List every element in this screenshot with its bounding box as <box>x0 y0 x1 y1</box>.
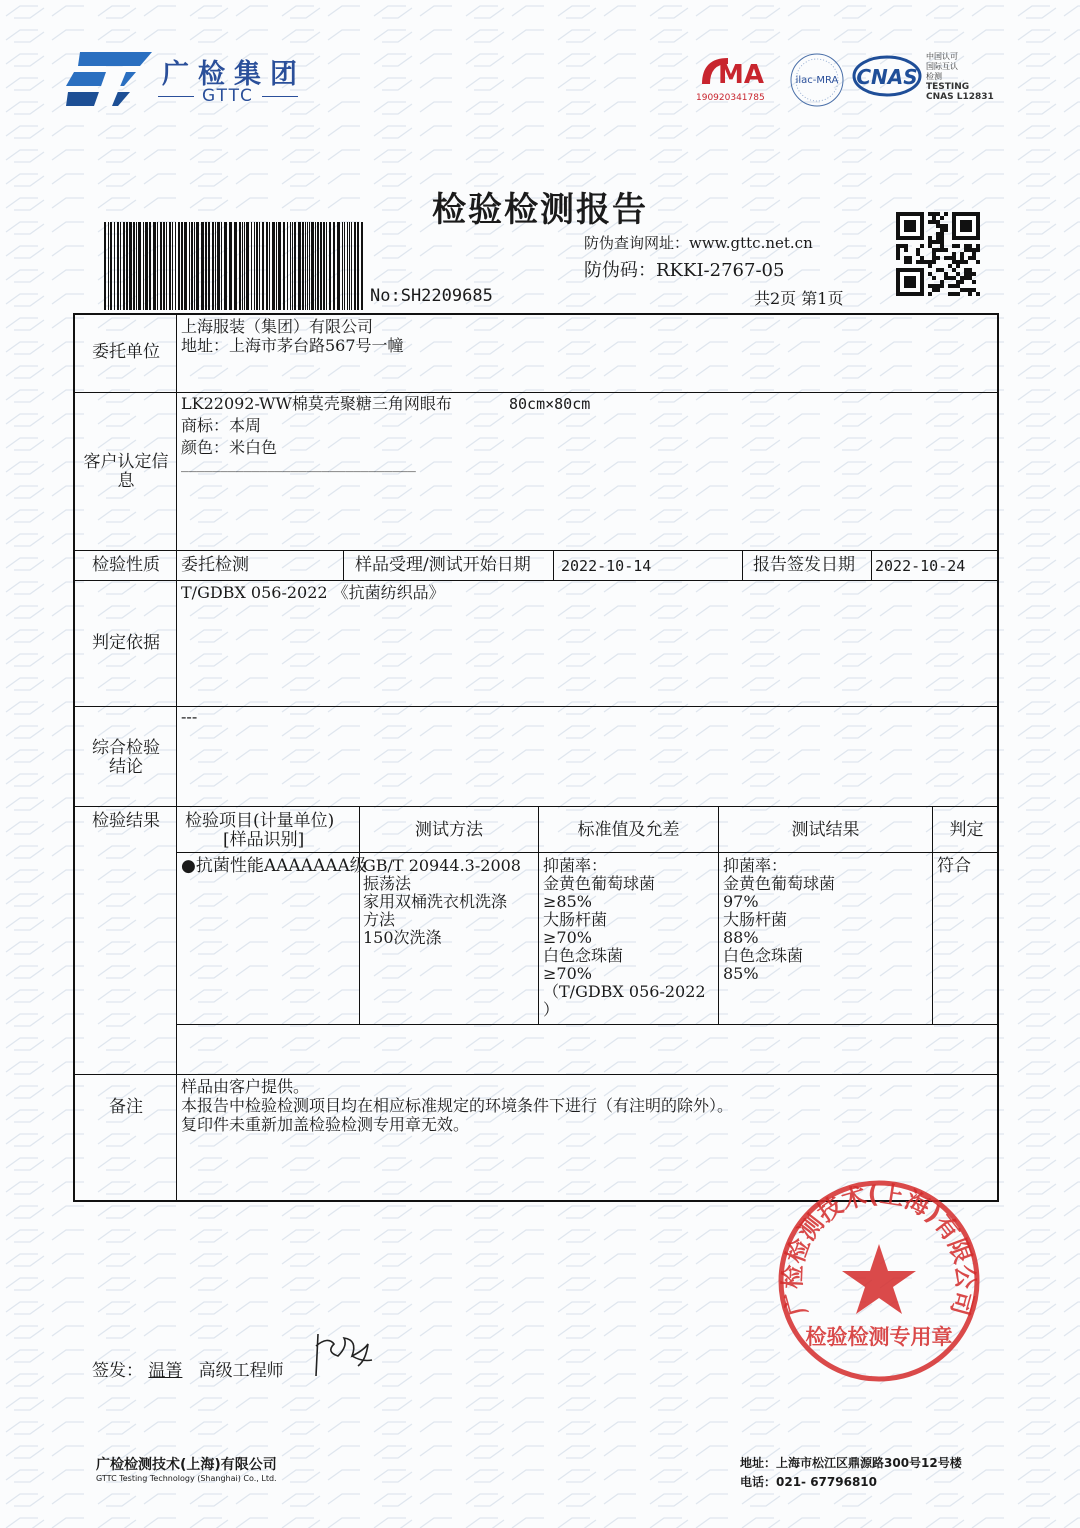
report-number: No:SH2209685 <box>370 286 493 306</box>
remarks-label: 备注 <box>109 1097 143 1117</box>
stamp-bottom-text: 检验检测专用章 <box>805 1325 953 1349</box>
result-judge: 符合 <box>937 856 971 876</box>
signoff-prefix: 签发： <box>92 1361 143 1381</box>
header-result: 测试结果 <box>791 820 860 840</box>
conclusion-value: --- <box>181 707 198 726</box>
result-line: 白色念珠菌 <box>723 946 804 965</box>
result-line: 85% <box>723 964 759 983</box>
stamp-ring-text: 广检检测技术(上海)有限公司 <box>778 1179 980 1319</box>
result-value <box>723 857 835 983</box>
issue-date-label: 报告签发日期 <box>753 555 855 575</box>
sample-product: LK22092-WW棉莫壳聚糖三角网眼布 <box>181 394 452 413</box>
signoff-title: 高级工程师 <box>198 1361 284 1381</box>
standard-line: 大肠杆菌 <box>543 910 608 929</box>
logo-english-name <box>158 86 298 106</box>
sample-dash-line: ______________________________ <box>181 458 416 473</box>
report-title: 检验检测报告 <box>432 190 648 230</box>
report-table <box>73 313 999 1202</box>
inspection-type-value: 委托检测 <box>181 555 249 575</box>
footer-company-cn: 广检检测技术(上海)有限公司 <box>96 1457 277 1473</box>
result-line: 88% <box>723 928 759 947</box>
header-judge: 判定 <box>949 820 984 840</box>
footer-company-en: GTTC Testing Technology (Shanghai) Co., Ltd. <box>96 1474 277 1483</box>
cert-line: 检测 <box>926 72 942 81</box>
verify-url: 防伪查询网址：www.gttc.net.cn <box>584 234 813 252</box>
received-date-label: 样品受理/测试开始日期 <box>355 555 531 575</box>
received-date-value: 2022-10-14 <box>561 557 652 575</box>
standard-line: 金黄色葡萄球菌 <box>543 874 656 893</box>
cma-label: MA <box>718 60 764 90</box>
basis-value: T/GDBX 056-2022 《抗菌纺织品》 <box>181 583 445 602</box>
cnas-icon <box>852 54 922 98</box>
result-line: 抑菌率： <box>723 856 788 875</box>
page-count: 共2页 第1页 <box>754 289 844 308</box>
logo-en-text: GTTC <box>202 86 254 106</box>
cma-mark-icon <box>698 54 770 90</box>
standard-line: ≥70% <box>543 964 592 983</box>
results-label: 检验结果 <box>92 811 160 831</box>
remark-line: 复印件未重新加盖检验检测专用章无效。 <box>181 1115 470 1134</box>
cnas-label: CNAS <box>856 65 918 89</box>
verify-code: 防伪码：RKKI-2767-05 <box>584 260 785 281</box>
result-standard <box>543 857 706 1019</box>
header-item-sample-id: [样品识别] <box>223 830 305 850</box>
footer-address: 地址：上海市松江区鼎源路300号12号楼 <box>740 1456 962 1470</box>
standard-line: 白色念珠菌 <box>543 946 624 965</box>
method-line: 150次洗涤 <box>363 928 442 947</box>
method-line: 振荡法 <box>363 874 412 893</box>
cert-line: TESTING <box>926 82 970 92</box>
cert-line: 国际互认 <box>926 62 958 71</box>
cma-number: 190920341785 <box>696 93 765 103</box>
standard-line: ≥70% <box>543 928 592 947</box>
method-line: 方法 <box>363 910 396 929</box>
result-method <box>363 857 521 947</box>
cert-text <box>926 52 994 102</box>
result-line: 97% <box>723 892 759 911</box>
standard-line: ≥85% <box>543 892 592 911</box>
cert-line: 中国认可 <box>926 52 958 61</box>
sample-brand: 商标：本周 <box>181 416 262 435</box>
remark-line: 样品由客户提供。 <box>181 1077 310 1096</box>
basis-label: 判定依据 <box>92 633 160 653</box>
sample-size: 80cm×80cm <box>509 395 591 413</box>
result-line: 大肠杆菌 <box>723 910 788 929</box>
standard-line: （T/GDBX 056-2022 <box>543 982 706 1001</box>
result-item: ●抗菌性能AAAAAAA级 <box>181 856 367 876</box>
official-stamp <box>776 1178 982 1384</box>
standard-line: 抑菌率： <box>543 856 608 875</box>
signoff-name: 温箐 <box>148 1361 183 1381</box>
header-method: 测试方法 <box>415 820 483 840</box>
client-address: 地址：上海市茅台路567号一幢 <box>181 336 404 355</box>
qr-code <box>896 212 980 296</box>
header-item: 检验项目(计量单位) <box>185 811 335 831</box>
gttc-logo-icon <box>66 52 152 106</box>
sample-label: 客户认定信息 <box>83 452 169 491</box>
barcode <box>104 222 366 310</box>
result-line: 金黄色葡萄球菌 <box>723 874 836 893</box>
method-line: 家用双桶洗衣机洗涤 <box>363 892 508 911</box>
standard-line: ） <box>543 1000 560 1019</box>
sample-color: 颜色：米白色 <box>181 438 278 457</box>
ilac-label: ilac-MRA <box>795 75 839 86</box>
cert-line: CNAS L12831 <box>926 92 994 102</box>
method-line: GB/T 20944.3-2008 <box>363 856 521 875</box>
logo-chinese-name: 广检集团 <box>162 59 306 90</box>
remark-line: 本报告中检验检测项目均在相应标准规定的环境条件下进行（有注明的除外）。 <box>181 1096 734 1115</box>
header-standard: 标准值及允差 <box>577 820 680 840</box>
signoff <box>92 1356 284 1381</box>
handwritten-signature <box>308 1326 380 1380</box>
client-name: 上海服装（集团）有限公司 <box>181 317 374 336</box>
client-label: 委托单位 <box>92 342 160 362</box>
ilac-mra-icon <box>786 52 848 108</box>
conclusion-label: 综合检验结论 <box>92 738 160 777</box>
footer-phone: 电话：021- 67796810 <box>740 1475 878 1489</box>
issue-date-value: 2022-10-24 <box>875 557 966 575</box>
inspection-type-label: 检验性质 <box>92 555 160 575</box>
